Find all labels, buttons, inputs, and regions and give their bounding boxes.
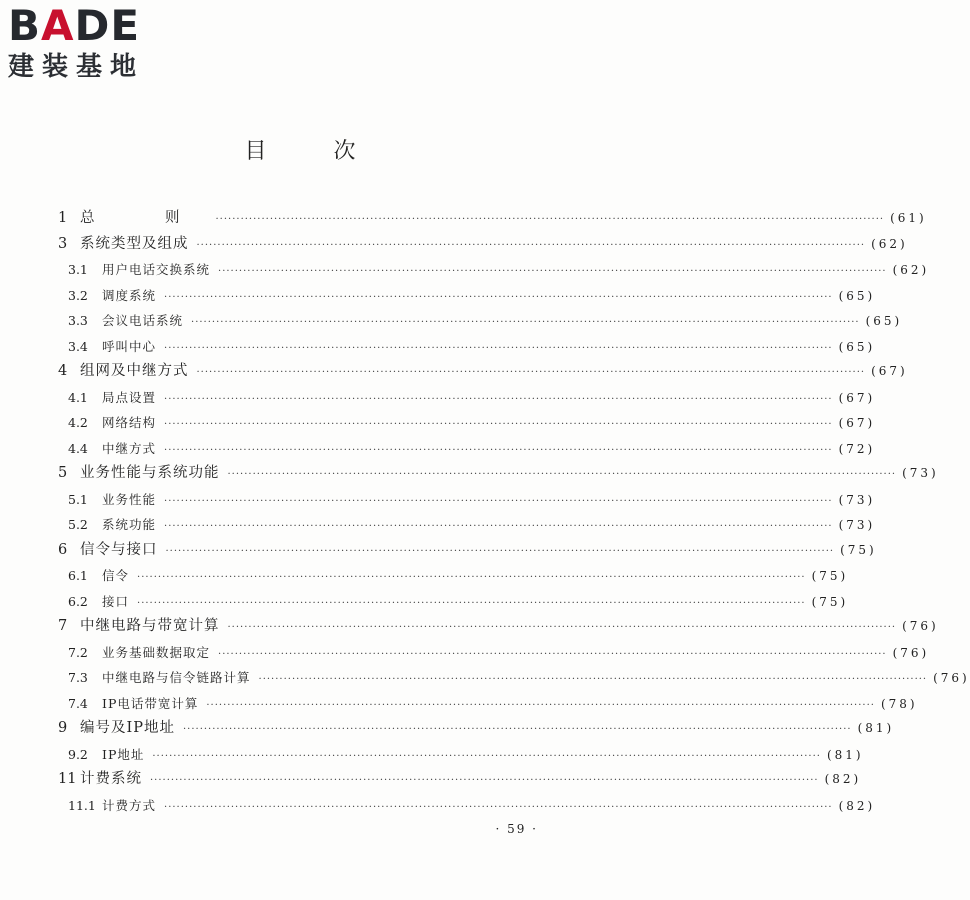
toc-entry-number: 4.2 bbox=[68, 415, 88, 430]
toc-entry-title: 接口 bbox=[102, 593, 130, 609]
toc-entry-title: 局点设置 bbox=[102, 389, 157, 405]
toc-entry-page: (76) bbox=[902, 619, 939, 633]
toc-leader-dots: ································································································································································ bbox=[150, 775, 819, 786]
toc-entry-page: (73) bbox=[838, 492, 876, 507]
toc-leader-dots: ································································································································································ bbox=[182, 724, 852, 735]
toc-entry-number: 3.3 bbox=[68, 313, 88, 328]
toc-leader-dots: ································································································································································ bbox=[164, 444, 833, 456]
toc-entry-number: 7.3 bbox=[68, 670, 88, 685]
toc-leader-dots: ································································································································································ bbox=[164, 495, 833, 507]
toc-entry-title: 总 则 bbox=[80, 210, 208, 226]
toc-entry-title: 中继电路与带宽计算 bbox=[80, 618, 220, 634]
toc-entry bbox=[58, 308, 903, 334]
toc-entry-number: 11.1 bbox=[68, 797, 96, 813]
toc-entry-page: (65) bbox=[838, 339, 876, 354]
toc-leader-dots: ································································································································································ bbox=[164, 342, 833, 354]
toc-entry-title: 系统功能 bbox=[102, 517, 157, 532]
toc-entry-title: 计费系统 bbox=[80, 771, 142, 787]
toc-entry-title: 信令与接口 bbox=[80, 541, 158, 558]
toc-entry-number: 6 bbox=[58, 541, 68, 558]
toc-leader-dots: ································································································································································ bbox=[218, 266, 887, 277]
toc-entry-number: 5 bbox=[58, 465, 68, 481]
toc-entry-number: 11 bbox=[58, 771, 77, 787]
toc-leader-dots: ································································································································································ bbox=[227, 469, 897, 480]
toc-entry-number: 6.1 bbox=[68, 568, 88, 583]
toc-entry bbox=[58, 385, 876, 411]
toc-entry bbox=[58, 665, 970, 691]
toc-entry-page: (76) bbox=[892, 645, 930, 660]
toc-entry-page: (75) bbox=[840, 542, 877, 557]
toc-entry-title: 网络结构 bbox=[102, 415, 157, 430]
toc-entry-number: 3.4 bbox=[68, 338, 88, 354]
toc-entry-number: 7.4 bbox=[68, 695, 88, 711]
toc-entry-title: IP电话带宽计算 bbox=[102, 695, 199, 711]
toc-entry-title: 中继电路与信令链路计算 bbox=[102, 670, 251, 685]
toc-entry-page: (62) bbox=[871, 236, 908, 251]
toc-entry-page: (65) bbox=[865, 314, 903, 328]
toc-entry-title: 业务性能与系统功能 bbox=[80, 465, 220, 481]
toc-entry-title: 用户电话交换系统 bbox=[102, 262, 211, 277]
toc-entry-title: 调度系统 bbox=[102, 287, 157, 303]
toc-entry-page: (76) bbox=[933, 671, 970, 685]
toc-entry-page: (73) bbox=[902, 466, 939, 480]
toc-entry-page: (72) bbox=[838, 441, 876, 456]
toc-entry-number: 4 bbox=[58, 363, 68, 379]
toc-entry-number: 9.2 bbox=[68, 746, 88, 762]
toc-entry-title: 呼叫中心 bbox=[102, 338, 157, 354]
toc-entry-number: 3.1 bbox=[68, 262, 88, 277]
toc-entry bbox=[58, 691, 918, 717]
toc-entry-title: IP地址 bbox=[102, 746, 145, 762]
toc-entry bbox=[58, 614, 939, 640]
toc-leader-dots: ································································································································································ bbox=[152, 750, 821, 762]
toc-entry-title: 组网及中继方式 bbox=[80, 363, 189, 379]
toc-entry bbox=[58, 512, 876, 538]
logo-brand-post: DE bbox=[74, 1, 141, 50]
toc-entry-page: (82) bbox=[838, 798, 876, 813]
toc-leader-dots: ································································································································································ bbox=[137, 597, 806, 609]
table-of-contents bbox=[58, 206, 970, 818]
toc-entry-title: 信令 bbox=[102, 568, 130, 583]
toc-leader-dots: ································································································································································ bbox=[137, 572, 806, 583]
toc-leader-dots: ································································································································································ bbox=[206, 699, 875, 711]
toc-entry bbox=[58, 461, 939, 487]
toc-entry-number: 5.1 bbox=[68, 491, 88, 507]
toc-entry-page: (81) bbox=[826, 747, 864, 762]
toc-leader-dots: ································································································································································ bbox=[215, 214, 885, 225]
toc-leader-dots: ································································································································································ bbox=[227, 622, 897, 633]
logo-brand-accent: A bbox=[41, 1, 75, 50]
toc-entry bbox=[58, 487, 876, 513]
toc-entry-page: (75) bbox=[811, 594, 849, 609]
toc-leader-dots: ································································································································································ bbox=[258, 674, 928, 685]
page-number: · 59 · bbox=[495, 822, 538, 836]
toc-entry-title: 业务基础数据取定 bbox=[102, 644, 211, 660]
toc-entry-title: 编号及IP地址 bbox=[80, 720, 175, 736]
toc-entry-page: (65) bbox=[838, 288, 876, 303]
toc-entry-title: 中继方式 bbox=[102, 440, 157, 456]
toc-entry-number: 3.2 bbox=[68, 287, 88, 303]
toc-entry-page: (67) bbox=[838, 416, 876, 430]
toc-leader-dots: ································································································································································ bbox=[164, 419, 833, 430]
logo-chinese-text: 建装基地 bbox=[8, 52, 145, 82]
toc-entry-page: (61) bbox=[890, 211, 927, 225]
toc-leader-dots: ································································································································································ bbox=[191, 317, 860, 328]
toc-title: 目 次 bbox=[244, 139, 386, 164]
toc-leader-dots: ································································································································································ bbox=[196, 367, 866, 378]
toc-entry bbox=[58, 410, 876, 436]
toc-entry bbox=[58, 767, 862, 793]
toc-entry bbox=[58, 436, 876, 462]
toc-entry bbox=[58, 589, 849, 615]
toc-entry-page: (81) bbox=[857, 721, 895, 735]
toc-entry bbox=[58, 283, 876, 309]
toc-entry-title: 会议电话系统 bbox=[102, 313, 184, 328]
toc-entry bbox=[58, 206, 927, 232]
toc-entry-number: 7.2 bbox=[68, 644, 88, 660]
toc-entry bbox=[58, 640, 930, 666]
bade-logo bbox=[8, 1, 173, 82]
toc-entry-number: 5.2 bbox=[68, 517, 88, 532]
toc-entry-title: 业务性能 bbox=[102, 491, 157, 507]
toc-entry-page: (78) bbox=[880, 696, 918, 711]
toc-entry-page: (62) bbox=[892, 263, 930, 277]
toc-entry bbox=[58, 742, 864, 768]
toc-entry-number: 6.2 bbox=[68, 593, 88, 609]
toc-entry bbox=[58, 334, 876, 360]
toc-entry bbox=[58, 716, 895, 742]
toc-entry-page: (75) bbox=[811, 569, 849, 583]
toc-leader-dots: ································································································································································ bbox=[164, 291, 833, 303]
toc-entry bbox=[58, 793, 876, 819]
toc-leader-dots: ································································································································································ bbox=[164, 521, 833, 532]
toc-entry-number: 4.1 bbox=[68, 389, 88, 405]
toc-entry-page: (67) bbox=[838, 390, 876, 405]
toc-entry bbox=[58, 538, 877, 564]
toc-entry bbox=[58, 232, 908, 258]
toc-leader-dots: ································································································································································ bbox=[218, 648, 887, 660]
toc-entry-page: (73) bbox=[838, 518, 876, 532]
toc-entry-page: (67) bbox=[871, 364, 908, 378]
toc-entry-number: 3 bbox=[58, 235, 68, 252]
logo-brand-pre: B bbox=[8, 1, 42, 50]
toc-leader-dots: ································································································································································ bbox=[164, 801, 833, 813]
toc-entry bbox=[58, 359, 908, 385]
toc-leader-dots: ································································································································································ bbox=[164, 393, 833, 405]
toc-leader-dots: ································································································································································ bbox=[196, 239, 866, 251]
toc-entry-title: 系统类型及组成 bbox=[80, 235, 189, 252]
toc-entry-number: 7 bbox=[58, 618, 68, 634]
toc-entry-page: (82) bbox=[824, 772, 862, 786]
toc-entry-number: 4.4 bbox=[68, 440, 88, 456]
toc-entry-number: 9 bbox=[58, 720, 68, 736]
toc-entry bbox=[58, 563, 849, 589]
toc-leader-dots: ································································································································································ bbox=[165, 545, 835, 557]
toc-entry-title: 计费方式 bbox=[102, 797, 157, 813]
toc-entry-number: 1 bbox=[58, 210, 68, 226]
logo-brand-text bbox=[8, 1, 141, 50]
toc-entry bbox=[58, 257, 930, 283]
